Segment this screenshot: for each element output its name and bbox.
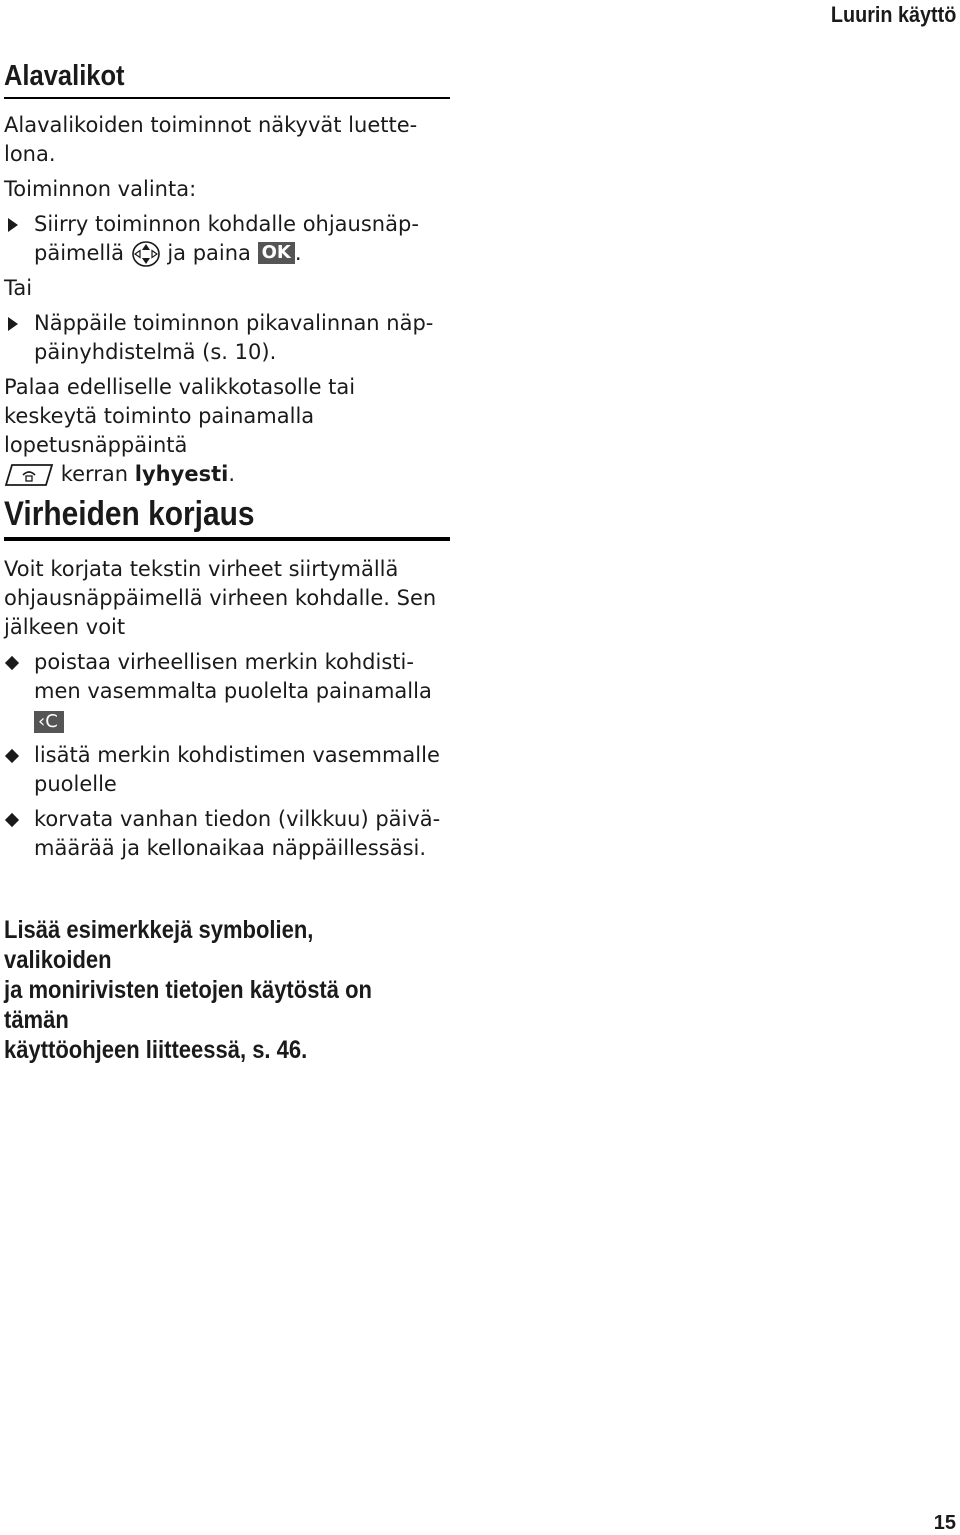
clear-key: ‹C	[34, 711, 64, 733]
page-number: 15	[933, 1512, 956, 1534]
step-shortcut: Näppäile toiminnon pikavalinnan näp- päinyhdistelmä (s. 10).	[4, 309, 450, 367]
bullet-insert: lisätä merkin kohdistimen vasemmalle puolelle	[4, 741, 450, 799]
triangle-bullet-icon	[8, 218, 18, 232]
title-rule	[4, 537, 450, 541]
end-call-key-icon	[4, 462, 54, 488]
section-title: Alavalikot	[4, 60, 125, 92]
diamond-bullet-icon	[5, 656, 19, 670]
bullet-overwrite: korvata vanhan tiedon (vilkkuu) päivä- määrää ja kellonaikaa näppäillessäsi.	[4, 805, 450, 863]
chapter-header: Luurin käyttö	[830, 2, 956, 27]
ok-key: OK	[258, 242, 295, 264]
step-navigate: Siirry toiminnon kohdalle ohjausnäp- päimellä ja paina OK .	[4, 210, 450, 268]
nav-key-icon	[131, 240, 161, 268]
intro-text: Voit korjata tekstin virheet siirtymällä ohjausnäppäimellä virheen kohdalle. Sen jälkeen voit	[4, 557, 437, 639]
intro-text: Alavalikoiden toiminnot näkyvät luette- lona.	[4, 113, 418, 166]
footnote: Lisää esimerkkejä symbolien, valikoiden ja monirivisten tietojen käytöstä on tämän käyttöohjeen liitteessä, s. 46.	[4, 916, 372, 1064]
or-label: Tai	[4, 276, 33, 300]
select-label: Toiminnon valinta:	[4, 177, 197, 201]
section-alavalikot	[4, 58, 450, 489]
diamond-bullet-icon	[5, 749, 19, 763]
section-title: Virheiden korjaus	[4, 495, 255, 533]
triangle-bullet-icon	[8, 317, 18, 331]
step-navigate-tail: ja paina	[167, 241, 251, 265]
diamond-bullet-icon	[5, 813, 19, 827]
bullet-delete: poistaa virheellisen merkin kohdisti- men vasemmalta puolelta painamalla ‹C	[4, 648, 450, 735]
back-instruction: Palaa edelliselle valikkotasolle tai keskeytä toiminto painamalla lopetusnäppäintä kerran lyhyesti.	[4, 375, 356, 486]
section-virheiden-korjaus	[4, 494, 450, 863]
title-rule	[4, 97, 450, 99]
